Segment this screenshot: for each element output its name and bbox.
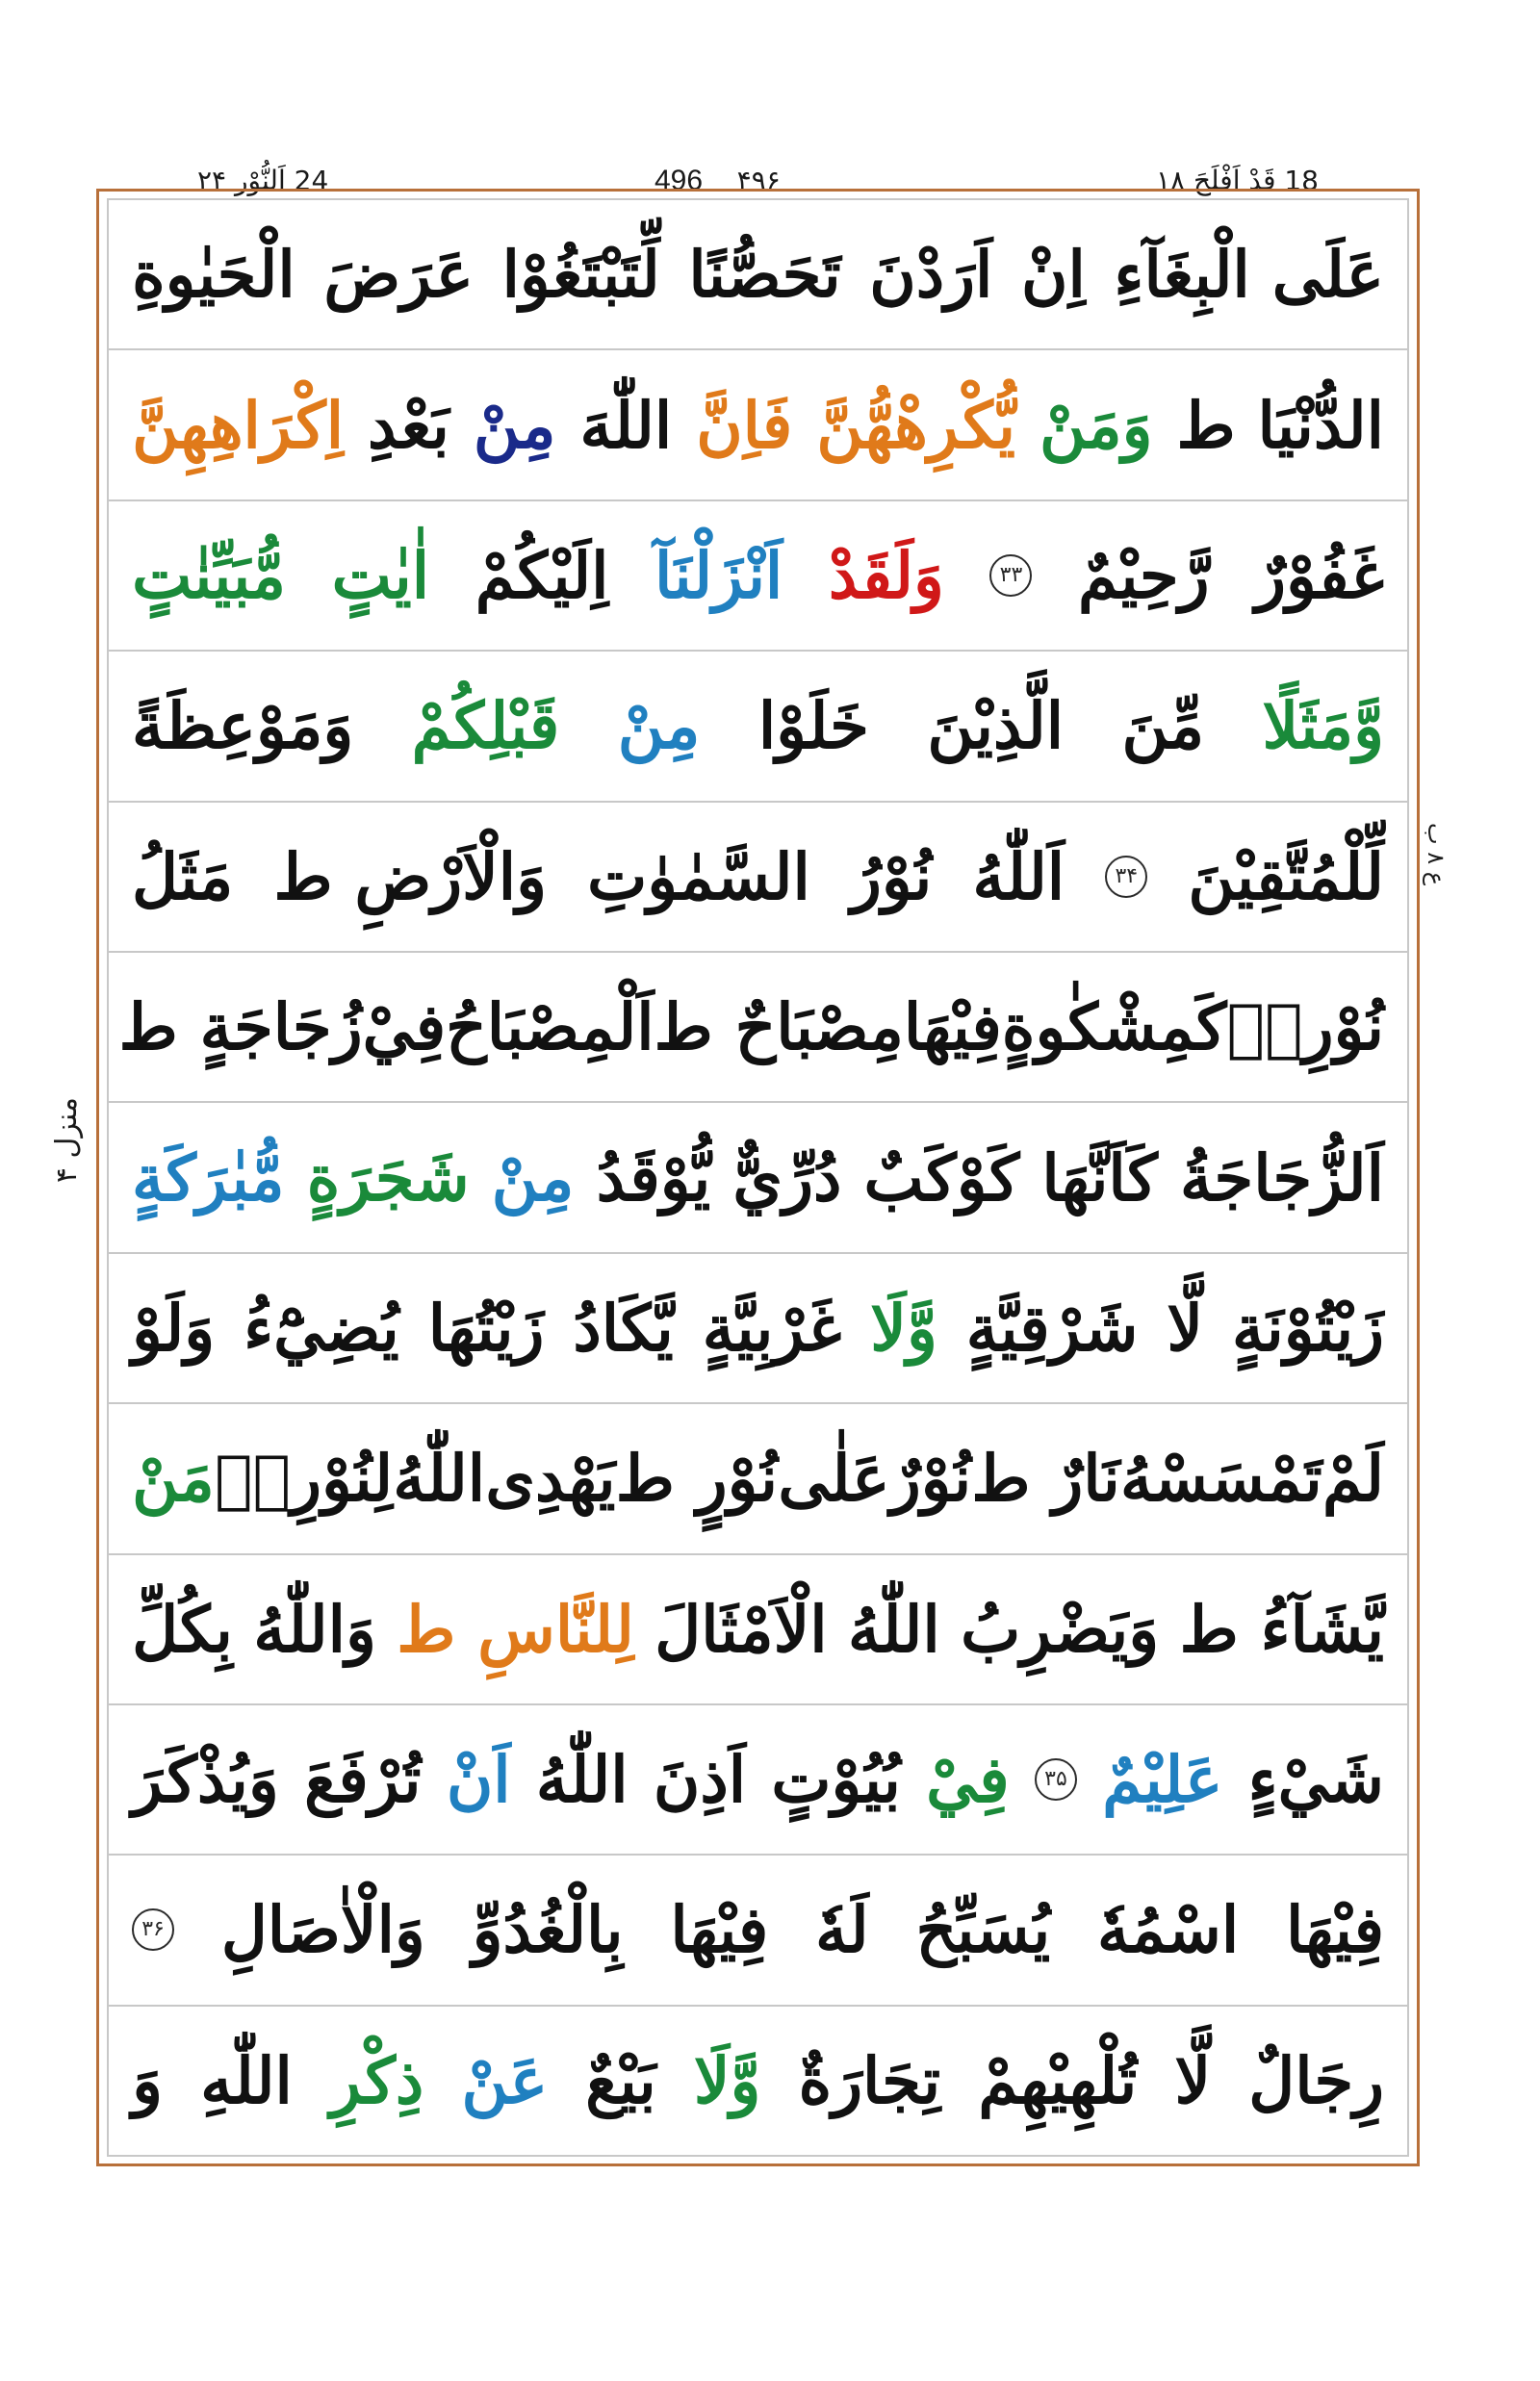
quran-word: لِّلْمُتَّقِيْنَ bbox=[1188, 838, 1384, 914]
quran-word: وَّلَا bbox=[870, 1290, 937, 1366]
quran-word: لَهٗ bbox=[815, 1892, 869, 1968]
quran-word: تَحَصُّنًا bbox=[688, 237, 841, 313]
quran-word: خَلَوْا bbox=[757, 688, 869, 764]
quran-word: يُّكْرِهْهُّنَّ bbox=[816, 387, 1016, 463]
quran-word: عَلِيْمٌ bbox=[1102, 1742, 1223, 1818]
quran-word: اَلْمِصْبَاحُ bbox=[446, 989, 654, 1065]
verse-line bbox=[109, 1103, 1407, 1253]
quran-word: وَالْاَرْضِ ط bbox=[273, 838, 547, 914]
quran-word: مِصْبَاحٌ ط bbox=[654, 989, 904, 1065]
verse-line bbox=[109, 200, 1407, 350]
quran-word: زُجَاجَةٍ ط bbox=[118, 989, 363, 1065]
quran-word: تُلْهِيْهِمْ bbox=[978, 2042, 1138, 2118]
quran-word: مَثَلُ bbox=[132, 838, 234, 914]
para-label: 18 قَدْ اَفْلَحَ ۱۸ bbox=[1146, 162, 1328, 200]
verse-line bbox=[109, 2007, 1407, 2155]
quran-word: وَالْاٰصَالِ bbox=[220, 1892, 425, 1968]
quran-word: مِنْ bbox=[491, 1139, 575, 1216]
verse-line bbox=[109, 501, 1407, 652]
quran-word: اللّٰهُ bbox=[535, 1742, 629, 1818]
quran-word: وَمَنْ bbox=[1040, 387, 1153, 463]
quran-word: شَرْقِيَّةٍ bbox=[965, 1290, 1139, 1366]
quran-word: اللّٰهُ bbox=[393, 1441, 486, 1517]
quran-word: مِنْ bbox=[473, 387, 556, 463]
quran-word: مَنْ bbox=[132, 1441, 215, 1517]
quran-word: اَنْزَلْنَآ bbox=[654, 537, 783, 613]
quran-word: ذِكْرِ bbox=[330, 2042, 424, 2118]
quran-word: كَوْكَبٌ bbox=[863, 1139, 1020, 1216]
quran-word: وَمَوْعِظَةً bbox=[132, 688, 354, 764]
quran-word: بِالْغُدُوِّ bbox=[472, 1892, 624, 1968]
quran-word: مِنْ bbox=[617, 688, 701, 764]
quran-word: بِكُلِّ bbox=[132, 1591, 233, 1667]
quran-word: بَعْدِ bbox=[368, 387, 449, 463]
quran-word: عَلٰى bbox=[778, 1441, 890, 1517]
page-number: 496 bbox=[654, 165, 704, 196]
quran-word: الْحَيٰوةِ bbox=[132, 237, 295, 313]
quran-word: فِيْهَا bbox=[903, 989, 1002, 1065]
quran-word: وَ bbox=[132, 2042, 163, 2118]
quran-word: دُرِّيٌّ bbox=[732, 1139, 842, 1216]
manzil-marker: منزل ۴ bbox=[50, 1097, 84, 1184]
quran-word: بُيُوْتٍ bbox=[771, 1742, 901, 1818]
quran-word: تُرْفَعَ bbox=[304, 1742, 422, 1818]
verse-line bbox=[109, 1254, 1407, 1404]
ayah-end-marker: ۳۵ bbox=[1035, 1758, 1077, 1801]
quran-word: الَّذِيْنَ bbox=[927, 688, 1065, 764]
verse-line bbox=[109, 1555, 1407, 1705]
quran-word: اللّٰهُ bbox=[848, 1591, 940, 1667]
quran-word: بَيْعٌ bbox=[585, 2042, 656, 2118]
quran-word: اٰيٰتٍ bbox=[331, 537, 430, 613]
quran-word: نُوْرِهٖ bbox=[1226, 989, 1384, 1065]
quran-word: تِجَارَةٌ bbox=[798, 2042, 941, 2118]
quran-word: كَمِشْكٰوةٍ bbox=[1001, 989, 1227, 1065]
quran-word: نُوْرٌ bbox=[889, 1441, 972, 1517]
quran-word: لَمْ bbox=[1322, 1441, 1384, 1517]
quran-word: فَاِنَّ bbox=[696, 387, 793, 463]
ayah-end-marker: ۳۳ bbox=[989, 554, 1032, 597]
quran-word: مِّنَ bbox=[1121, 688, 1205, 764]
quran-word: الدُّنْيَا ط bbox=[1176, 387, 1384, 463]
quran-word: اللّٰهَ bbox=[579, 387, 673, 463]
quran-word: مُّبٰرَكَةٍ bbox=[132, 1139, 285, 1216]
quran-word: لِنُوْرِهٖ bbox=[214, 1441, 394, 1517]
quran-word: نَارٌ ط bbox=[971, 1441, 1120, 1517]
verse-line bbox=[109, 350, 1407, 500]
verse-line bbox=[109, 1404, 1407, 1554]
quran-word: يُّوْقَدُ bbox=[596, 1139, 711, 1216]
quran-word: شَيْءٍ bbox=[1247, 1742, 1384, 1818]
quran-word: فِيْهَا bbox=[670, 1892, 769, 1968]
quran-word: اَلزُّجَاجَةُ bbox=[1180, 1139, 1384, 1216]
quran-word: لِّتَبْتَغُوْا bbox=[501, 237, 660, 313]
quran-word: رَّحِيْمٌ bbox=[1078, 537, 1210, 613]
quran-word: كَاَنَّهَا bbox=[1041, 1139, 1158, 1216]
quran-word: عَنْ bbox=[461, 2042, 549, 2118]
quran-word: فِيْ bbox=[362, 989, 447, 1065]
quran-word: اَذِنَ bbox=[653, 1742, 747, 1818]
quran-word: زَيْتُوْنَةٍ bbox=[1231, 1290, 1384, 1366]
quran-word: اسْمُهٗ bbox=[1097, 1892, 1240, 1968]
quran-word: اللّٰهِ bbox=[200, 2042, 293, 2118]
quran-word: وَّلَا bbox=[693, 2042, 761, 2118]
quran-word: وَلَوْ bbox=[132, 1290, 216, 1366]
verse-line bbox=[109, 1856, 1407, 2006]
text-lines bbox=[107, 198, 1409, 2157]
quran-word: يُسَبِّحُ bbox=[915, 1892, 1051, 1968]
verse-line bbox=[109, 953, 1407, 1103]
page-number-arabic: ۴۹۶ bbox=[736, 165, 781, 196]
quran-word: زَيْتُهَا bbox=[427, 1290, 545, 1366]
quran-word: تَمْسَسْهُ bbox=[1120, 1441, 1322, 1517]
quran-word: السَّمٰوٰتِ bbox=[587, 838, 810, 914]
quran-word: مُّبَيِّنٰتٍ bbox=[132, 537, 287, 613]
ayah-end-marker: ۳۶ bbox=[132, 1908, 174, 1951]
quran-word: عَلَى الْبِغَآءِ bbox=[1114, 237, 1384, 313]
quran-word: اِلَيْكُمْ bbox=[475, 537, 609, 613]
ruku-marker: ع ۸ ب bbox=[1423, 823, 1450, 886]
quran-word: لَّا bbox=[1167, 1290, 1203, 1366]
quran-word: اَنْ bbox=[446, 1742, 511, 1818]
verse-line bbox=[109, 652, 1407, 802]
quran-word: اَرَدْنَ bbox=[869, 237, 993, 313]
quran-word: وَيَضْرِبُ bbox=[961, 1591, 1160, 1667]
quran-word: غَرْبِيَّةٍ bbox=[702, 1290, 842, 1366]
quran-word: شَجَرَةٍ bbox=[306, 1139, 470, 1216]
quran-word: اِكْرَاهِهِنَّ bbox=[132, 387, 345, 463]
ayah-end-marker: ۳۴ bbox=[1105, 856, 1147, 898]
quran-word: غَفُوْرٌ bbox=[1255, 537, 1384, 613]
quran-word: يَهْدِى bbox=[485, 1441, 616, 1517]
surah-label: 24 اَلنُّوْر ۲۴ bbox=[188, 162, 338, 200]
verse-line bbox=[109, 803, 1407, 953]
quran-word: قَبْلِكُمْ bbox=[411, 688, 560, 764]
verse-line bbox=[109, 1705, 1407, 1856]
quran-word: نُوْرٍ ط bbox=[615, 1441, 779, 1517]
quran-word: عَرَضَ bbox=[323, 237, 474, 313]
quran-word: يَّشَآءُ ط bbox=[1179, 1591, 1384, 1667]
quran-word: اِنْ bbox=[1020, 237, 1086, 313]
quran-word: رِجَالٌ bbox=[1248, 2042, 1384, 2118]
quran-word: وَاللّٰهُ bbox=[253, 1591, 376, 1667]
quran-word: نُوْرُ bbox=[850, 838, 933, 914]
page-frame bbox=[96, 189, 1420, 2166]
quran-word: وَّمَثَلًا bbox=[1262, 688, 1384, 764]
quran-word: يَّكَادُ bbox=[573, 1290, 674, 1366]
quran-word: الْاَمْثَالَ bbox=[654, 1591, 828, 1667]
quran-word: وَيُذْكَرَ bbox=[132, 1742, 279, 1818]
quran-word: فِيْهَا bbox=[1286, 1892, 1384, 1968]
quran-word: لَّا bbox=[1174, 2042, 1212, 2118]
quran-word: وَلَقَدْ bbox=[828, 537, 944, 613]
quran-word: لِلنَّاسِ ط bbox=[397, 1591, 634, 1667]
quran-word: يُضِيْٓءُ bbox=[244, 1290, 399, 1366]
quran-word: فِيْ bbox=[926, 1742, 1010, 1818]
quran-word: اَللّٰهُ bbox=[972, 838, 1065, 914]
